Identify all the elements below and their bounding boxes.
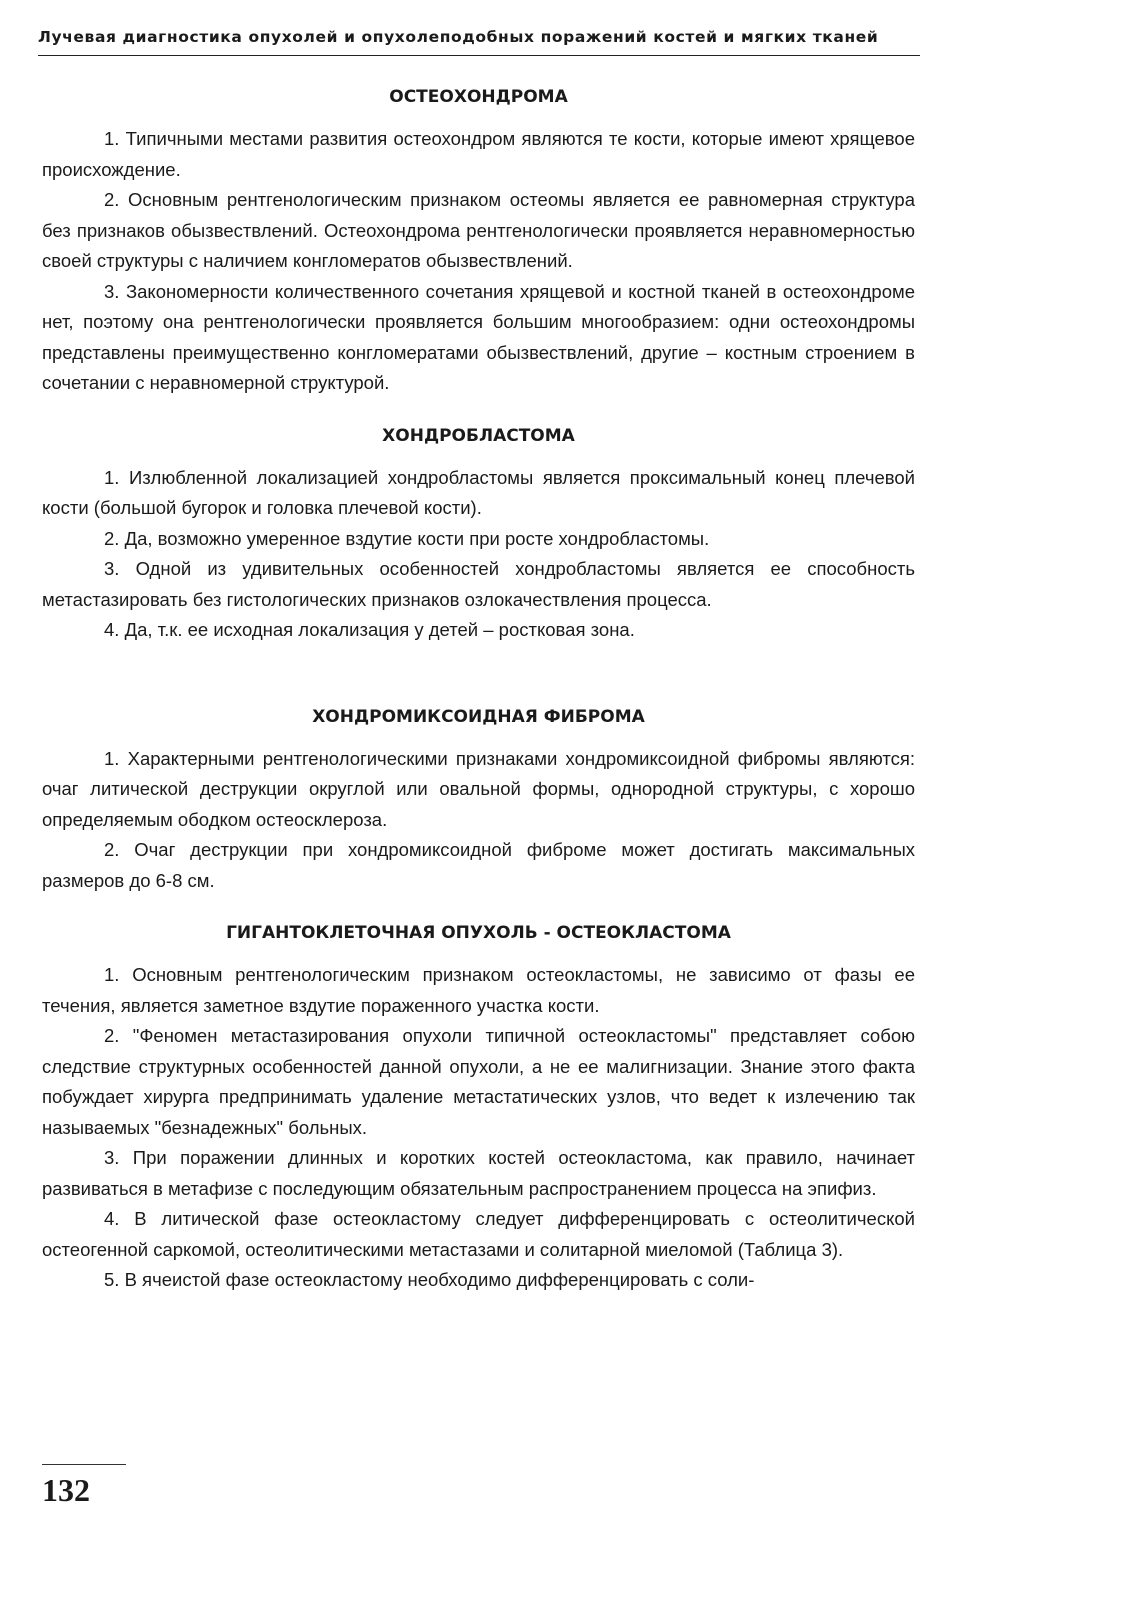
answer-item: 4. В литической фазе остеокластому следует дифференцировать с остеолитической остеогенной саркомой, остеолитическими метастазами и солитарной миеломой (Таблица 3).	[42, 1208, 915, 1260]
answer-item: 2. Основным рентгенологическим признаком остеомы является ее равномерная структура без признаков обызвествлений. Остеохондрома рентгенологически проявляется неравномерностью своей структуры с наличием конгломератов обызвествлений.	[42, 189, 915, 271]
answer-item: 3. При поражении длинных и коротких костей остеокластома, как правило, начинает развиваться в метафизе с последующим обязательным распространением процесса на эпифиз.	[42, 1147, 915, 1199]
footer-rule	[42, 1464, 126, 1465]
answer-item: 4. Да, т.к. ее исходная локализация у детей – ростковая зона.	[104, 619, 635, 640]
section-title-chondromyxoid-fibroma: ХОНДРОМИКСОИДНАЯ ФИБРОМА	[312, 706, 645, 727]
section-title-chondroblastoma: ХОНДРОБЛАСТОМА	[382, 425, 575, 446]
answer-item: 1. Излюбленной локализацией хондробластомы является проксимальный конец плечевой кости (большой бугорок и головка плечевой кости).	[42, 466, 915, 518]
answer-item: 1. Основным рентгенологическим признаком остеокластомы, не зависимо от фазы ее течения, является заметное вздутие пораженного участка кости.	[42, 964, 915, 1016]
section-title-osteochondroma: ОСТЕОХОНДРОМА	[389, 87, 568, 107]
answer-item: 1. Типичными местами развития остеохондром являются те кости, которые имеют хрящевое происхождение.	[42, 128, 915, 180]
answer-item: 5. В ячеистой фазе остеокластому необходимо дифференцировать с соли-	[104, 1269, 755, 1290]
answer-item: 3. Одной из удивительных особенностей хондробластомы является ее способность метастазировать без гистологических признаков озлокачествления процесса.	[42, 558, 915, 610]
answer-item: 2. Очаг деструкции при хондромиксоидной фиброме может достигать максимальных размеров до 6-8 см.	[42, 839, 915, 891]
answer-item: 2. "Феномен метастазирования опухоли типичной остеокластомы" представляет собою следствие структурных особенностей данной опухоли, а не ее малигнизации. Знание этого факта побуждает хирурга предпринимать удаление метастатических узлов, что ведет к излечению так называемых "безнадежных" больных.	[42, 1025, 915, 1138]
page-number: 132	[42, 1472, 90, 1508]
answer-item: 1. Характерными рентгенологическими признаками хондромиксоидной фибромы являются: очаг литической деструкции округлой или овальной формы, однородной структуры, с хорошо определяемым ободком остеосклероза.	[42, 747, 915, 830]
answer-item: 2. Да, возможно умеренное вздутие кости при росте хондробластомы.	[104, 527, 710, 549]
answer-item: 3. Закономерности количественного сочетания хрящевой и костной тканей в остеохондроме нет, поэтому она рентгенологически проявляется большим многообразием: одни остеохондромы представлены преимущественно конгломератами обызвествлений, другие – костным строением в сочетании с неравномерной структурой.	[42, 280, 915, 393]
header-rule	[38, 55, 920, 56]
running-header: Лучевая диагностика опухолей и опухолеподобных поражений костей и мягких тканей	[38, 28, 879, 46]
section-title-giant-cell-tumor: ГИГАНТОКЛЕТОЧНАЯ ОПУХОЛЬ - ОСТЕОКЛАСТОМА	[226, 923, 731, 943]
page-body	[42, 82, 915, 1296]
